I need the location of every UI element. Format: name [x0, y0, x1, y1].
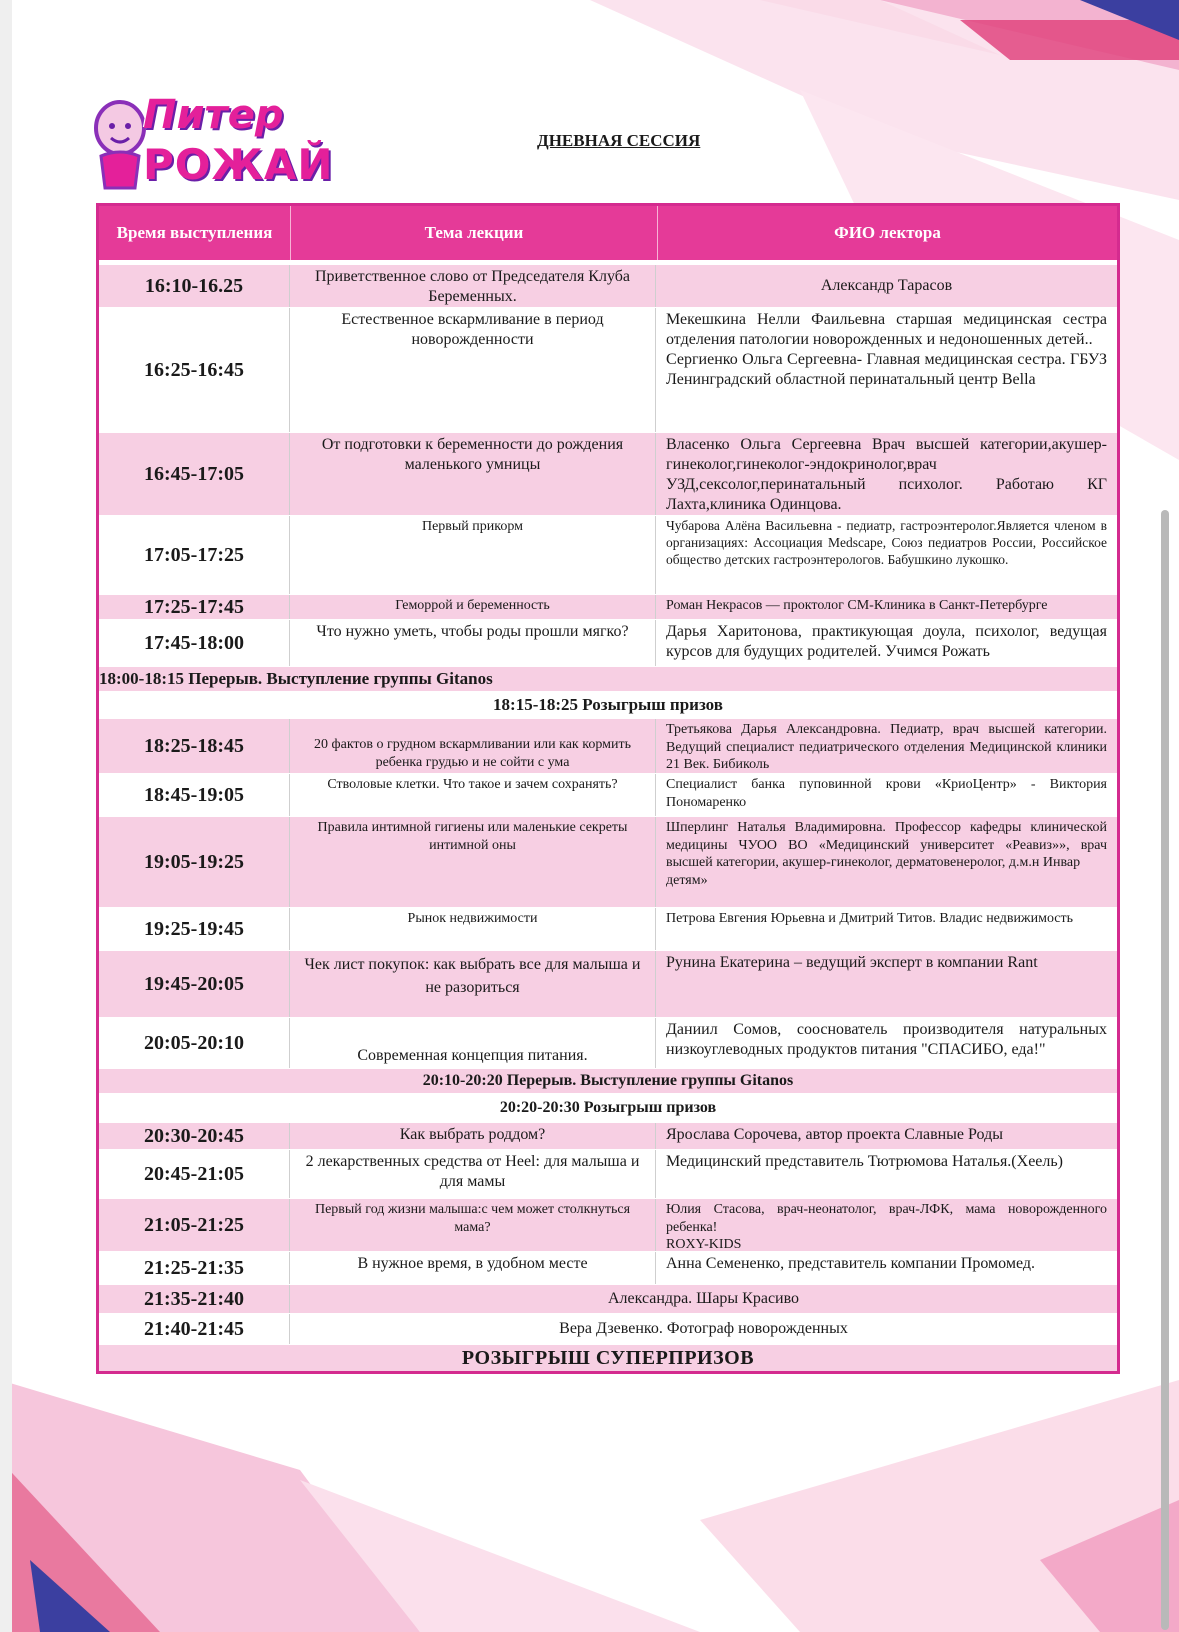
table-row [99, 1314, 1117, 1345]
header-time: Время выступления [99, 206, 291, 260]
row-lecturer: Третьякова Дарья Александровна. Педиатр, врач высшей категории. Ведущий специалист педиатрического отделения Медицинской клиники 21 Век. Бибиколь [666, 722, 1107, 772]
table-row [99, 620, 1117, 667]
row-time: 21:05-21:25 [99, 1199, 290, 1251]
row-topic: Первый прикорм [290, 516, 656, 594]
row-lecturer: Роман Некрасов — проктолог СМ-Клиника в Санкт-Петербурге [666, 598, 1048, 613]
table-row [99, 1252, 1117, 1285]
table-row [99, 908, 1117, 951]
row-lecturer: Даниил Сомов, сооснователь производителя натуральных низкоуглеводных продуктов питания "СПАСИБО, еда!" [666, 1021, 1107, 1058]
row-time: 17:25-17:45 [99, 595, 290, 619]
row-time: 20:05-20:10 [99, 1018, 290, 1068]
row-topic: Как выбрать роддом? [290, 1123, 656, 1149]
row-topic: 20 фактов о грудном вскармливании или как кормить ребенка грудью и не сойти с ума [290, 719, 656, 773]
row-lecturer: Специалист банка пуповинной крови «КриоЦентр» - Виктория Пономаренко [666, 777, 1107, 810]
row-topic: От подготовки к беременности до рождения маленького умницы [290, 433, 656, 515]
logo-text-rozhai: РОЖАЙ [143, 140, 334, 189]
row-topic: Современная концепция питания. [290, 1018, 656, 1068]
page-title: ДНЕВНАЯ СЕССИЯ [537, 131, 701, 150]
row-time: 21:35-21:40 [99, 1285, 290, 1313]
row-topic: Первый год жизни малыша:с чем может столкнуться мама? [290, 1199, 656, 1251]
row-lecturer: Юлия Стасова, врач-неонатолог, врач-ЛФК, мама новорожденного ребенка! ROXY-KIDS [666, 1202, 1107, 1252]
table-row [99, 595, 1117, 620]
row-time: 16:45-17:05 [99, 433, 290, 515]
row-time: 18:45-19:05 [99, 774, 290, 816]
scrollbar[interactable] [1161, 510, 1169, 1630]
row-time: 19:45-20:05 [99, 951, 290, 1017]
row-lecturer: Петрова Евгения Юрьевна и Дмитрий Титов. Владис недвижимость [666, 911, 1074, 926]
superprize-row: РОЗЫГРЫШ СУПЕРПРИЗОВ [99, 1345, 1117, 1371]
row-time: 21:25-21:35 [99, 1252, 290, 1284]
row-time: 19:05-19:25 [99, 817, 290, 907]
table-row [99, 433, 1117, 516]
break-row: 18:00-18:15 Перерыв. Выступление группы Gitanos [99, 667, 1117, 692]
table-row [99, 1199, 1117, 1252]
row-time: 16:10-16.25 [99, 265, 290, 307]
row-lecturer: Ярослава Сорочева, автор проекта Славные Роды [666, 1126, 1003, 1143]
prize-row: 20:20-20:30 Розыгрыш призов [99, 1094, 1117, 1123]
row-lecturer: Рунина Екатерина – ведущий эксперт в компании Rant [666, 954, 1038, 971]
row-topic: Рынок недвижимости [290, 908, 656, 950]
row-topic: Геморрой и беременность [290, 595, 656, 619]
row-lecturer: Александр Тарасов [820, 277, 953, 294]
table-row [99, 719, 1117, 774]
row-time: 16:25-16:45 [99, 308, 290, 432]
break-row: 20:10-20:20 Перерыв. Выступление группы Gitanos [99, 1069, 1117, 1094]
table-row [99, 308, 1117, 433]
row-time: 20:30-20:45 [99, 1123, 290, 1149]
row-topic: Чек лист покупок: как выбрать все для малыша и не разориться [290, 951, 656, 1017]
row-topic: В нужное время, в удобном месте [290, 1252, 656, 1284]
row-lecturer: Мекешкина Нелли Фаильевна старшая медицинская сестра отделения патологии новорожденных и недоношенных детей.. Сергиенко Ольга Сергеевна- Главная медицинская сестра. ГБУЗ Ленинградский областной перинатальный центр Bella [666, 311, 1107, 388]
table-header [99, 206, 1117, 265]
row-lecturer: Медицинский представитель Тютрюмова Наталья.(Хеель) [666, 1153, 1063, 1170]
header-topic: Тема лекции [291, 206, 658, 260]
table-row [99, 1123, 1117, 1150]
table-row [99, 516, 1117, 595]
table-row [99, 1285, 1117, 1314]
row-topic: 2 лекарственных средства от Heel: для малыша и для мамы [290, 1150, 656, 1198]
table-row [99, 774, 1117, 817]
logo [93, 90, 338, 200]
page-left-edge [0, 0, 12, 1632]
row-time: 20:45-21:05 [99, 1150, 290, 1198]
row-lecturer: Анна Семененко, представитель компании Промомед. [666, 1255, 1035, 1272]
row-time: 21:40-21:45 [99, 1314, 290, 1344]
row-lecturer: Чубарова Алёна Васильевна - педиатр, гастроэнтеролог.Является членом в организациях: Ассоциация Medscape, Союз педиатров России, Российское общество детских гастроэнтерологов. Бабушкино лукошко. [666, 518, 1107, 567]
row-lecturer: Дарья Харитонова, практикующая доула, психолог, ведущая курсов для будущих родителей. Учимся Рожать [666, 623, 1107, 660]
table-row [99, 1150, 1117, 1199]
header-lecturer: ФИО лектора [834, 222, 941, 242]
schedule-table [96, 203, 1120, 1374]
row-time: 18:25-18:45 [99, 719, 290, 773]
row-time: 17:05-17:25 [99, 516, 290, 594]
row-time: 17:45-18:00 [99, 620, 290, 666]
row-lecturer: Александра. Шары Красиво [607, 1290, 800, 1307]
row-lecturer: Власенко Ольга Сергеевна Врач высшей категории,акушер-гинеколог,гинеколог-эндокринолог,врач УЗД,сексолог,перинатальный психолог. Работаю КГ Лахта,клиника Одинцова. [666, 436, 1107, 513]
table-row [99, 265, 1117, 308]
row-lecturer: Шперлинг Наталья Владимировна. Профессор кафедры клинической медицины ЧУОО ВО «Медицинский университет «Реавиз»», врач высшей категории, акушер-гинеколог, дерматовенеролог, д.м.н Инвар детям» [666, 820, 1107, 888]
row-topic: Что нужно уметь, чтобы роды прошли мягко? [290, 620, 656, 666]
row-topic: Приветственное слово от Председателя Клуба Беременных. [290, 265, 656, 307]
table-row [99, 817, 1117, 908]
row-topic: Правила интимной гигиены или маленькие секреты интимной оны [290, 817, 656, 907]
table-row [99, 951, 1117, 1018]
row-topic: Стволовые клетки. Что такое и зачем сохранять? [290, 774, 656, 816]
table-row [99, 1018, 1117, 1069]
row-lecturer: Вера Дзевенко. Фотограф новорожденных [559, 1320, 848, 1337]
row-topic: Естественное вскармливание в период новорожденности [290, 308, 656, 432]
row-time: 19:25-19:45 [99, 908, 290, 950]
prize-row: 18:15-18:25 Розыгрыш призов [99, 692, 1117, 719]
baby-icon [93, 98, 147, 190]
logo-text-piter: Питер [143, 92, 284, 138]
